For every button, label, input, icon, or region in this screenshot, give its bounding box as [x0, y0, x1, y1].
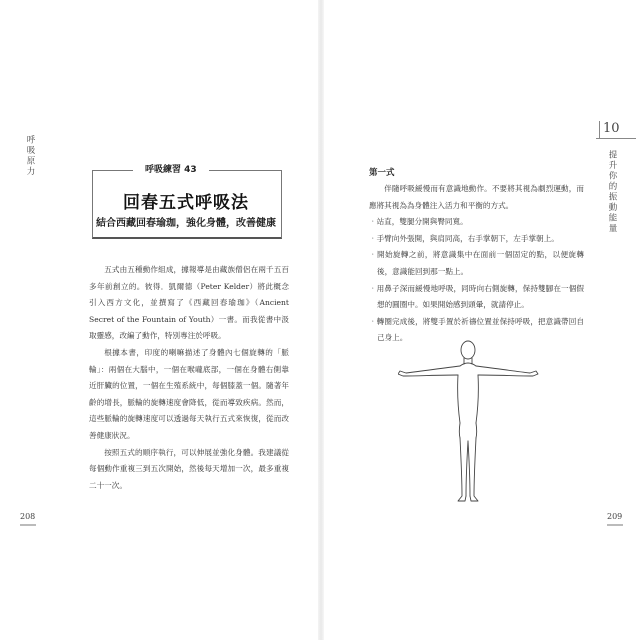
chapter-number: 10: [603, 121, 620, 136]
list-item: ‧轉圈完成後，將雙手置於祈禱位置並保持呼吸，把意識帶回自己身上。: [369, 316, 584, 343]
page-number-rule: [607, 524, 623, 526]
chapter-marker-line: [599, 121, 600, 139]
exercise-badge: 呼吸練習 43: [133, 162, 209, 178]
running-head-left: 呼吸原力: [25, 135, 35, 177]
list-item: ‧用鼻子深而緩慢地呼吸，同時向右側旋轉，保持雙腳在一個假想的圓圈中。如果開始感到頭暈，就請停止。: [369, 283, 584, 310]
page-number-right-text: 209: [607, 512, 623, 521]
section-title: 第一式: [369, 168, 395, 178]
instruction-list: [369, 214, 584, 347]
page-number-left-text: 208: [20, 512, 36, 521]
right-body-text: [369, 181, 584, 347]
intro-paragraph: 伴隨呼吸緩慢而有意識地動作。不要將其視為劇烈運動，而應將其視為為身體注入活力和平衡的方式。: [369, 184, 584, 210]
paragraph: 五式由五種動作組成，據報導是由藏族僧侶在兩千五百多年前創立的。彼得．凱爾德（Peter Kelder）將此概念引入西方文化，並撰寫了《西藏回春瑜珈》（Ancient Secret of the Fountain of Youth）一書。而我從書中汲取靈感，改編了動作，特別專注於呼吸。: [89, 265, 289, 341]
running-head-right: 提升你的振動能量: [607, 150, 617, 234]
paragraph: 按照五式的順序執行，可以伸展並強化身體。我建議從每個動作重複三到五次開始，然後每天增加一次，最多重複二十一次。: [89, 447, 289, 490]
chapter-rule: [596, 138, 636, 139]
page-subtitle: 結合西藏回春瑜珈，強化身體，改善健康: [96, 218, 276, 229]
page-number-left: [20, 512, 36, 526]
book-gutter: [318, 0, 324, 640]
page-number-rule: [20, 524, 36, 526]
left-body-text: [89, 262, 289, 494]
list-item: ‧手臂向外張開，與肩同高，右手掌朝下，左手掌朝上。: [369, 233, 559, 243]
standing-figure-illustration: [398, 338, 568, 508]
list-item: ‧開始旋轉之前，將意識集中在面前一個固定的點，以便旋轉後，意識能回到那一點上。: [369, 250, 584, 276]
page-number-right: [607, 512, 623, 526]
paragraph: 根據本書，印度的喇嘛描述了身體內七個旋轉的「脈輪」：兩個在大腦中，一個在喉嚨底部，一個在身體右側靠近肝臟的位置，一個在生殖系統中，每個膝蓋一個。隨著年齡的增長，脈輪的旋轉速度會降低，從而導致疾病。然而，這些脈輪的旋轉速度可以透過每天執行五式來恢復，從而改善健康狀況。: [89, 347, 289, 440]
page-title: 回春五式呼吸法: [123, 193, 249, 213]
list-item: ‧站直，雙腿分開與臀同寬。: [369, 217, 468, 227]
